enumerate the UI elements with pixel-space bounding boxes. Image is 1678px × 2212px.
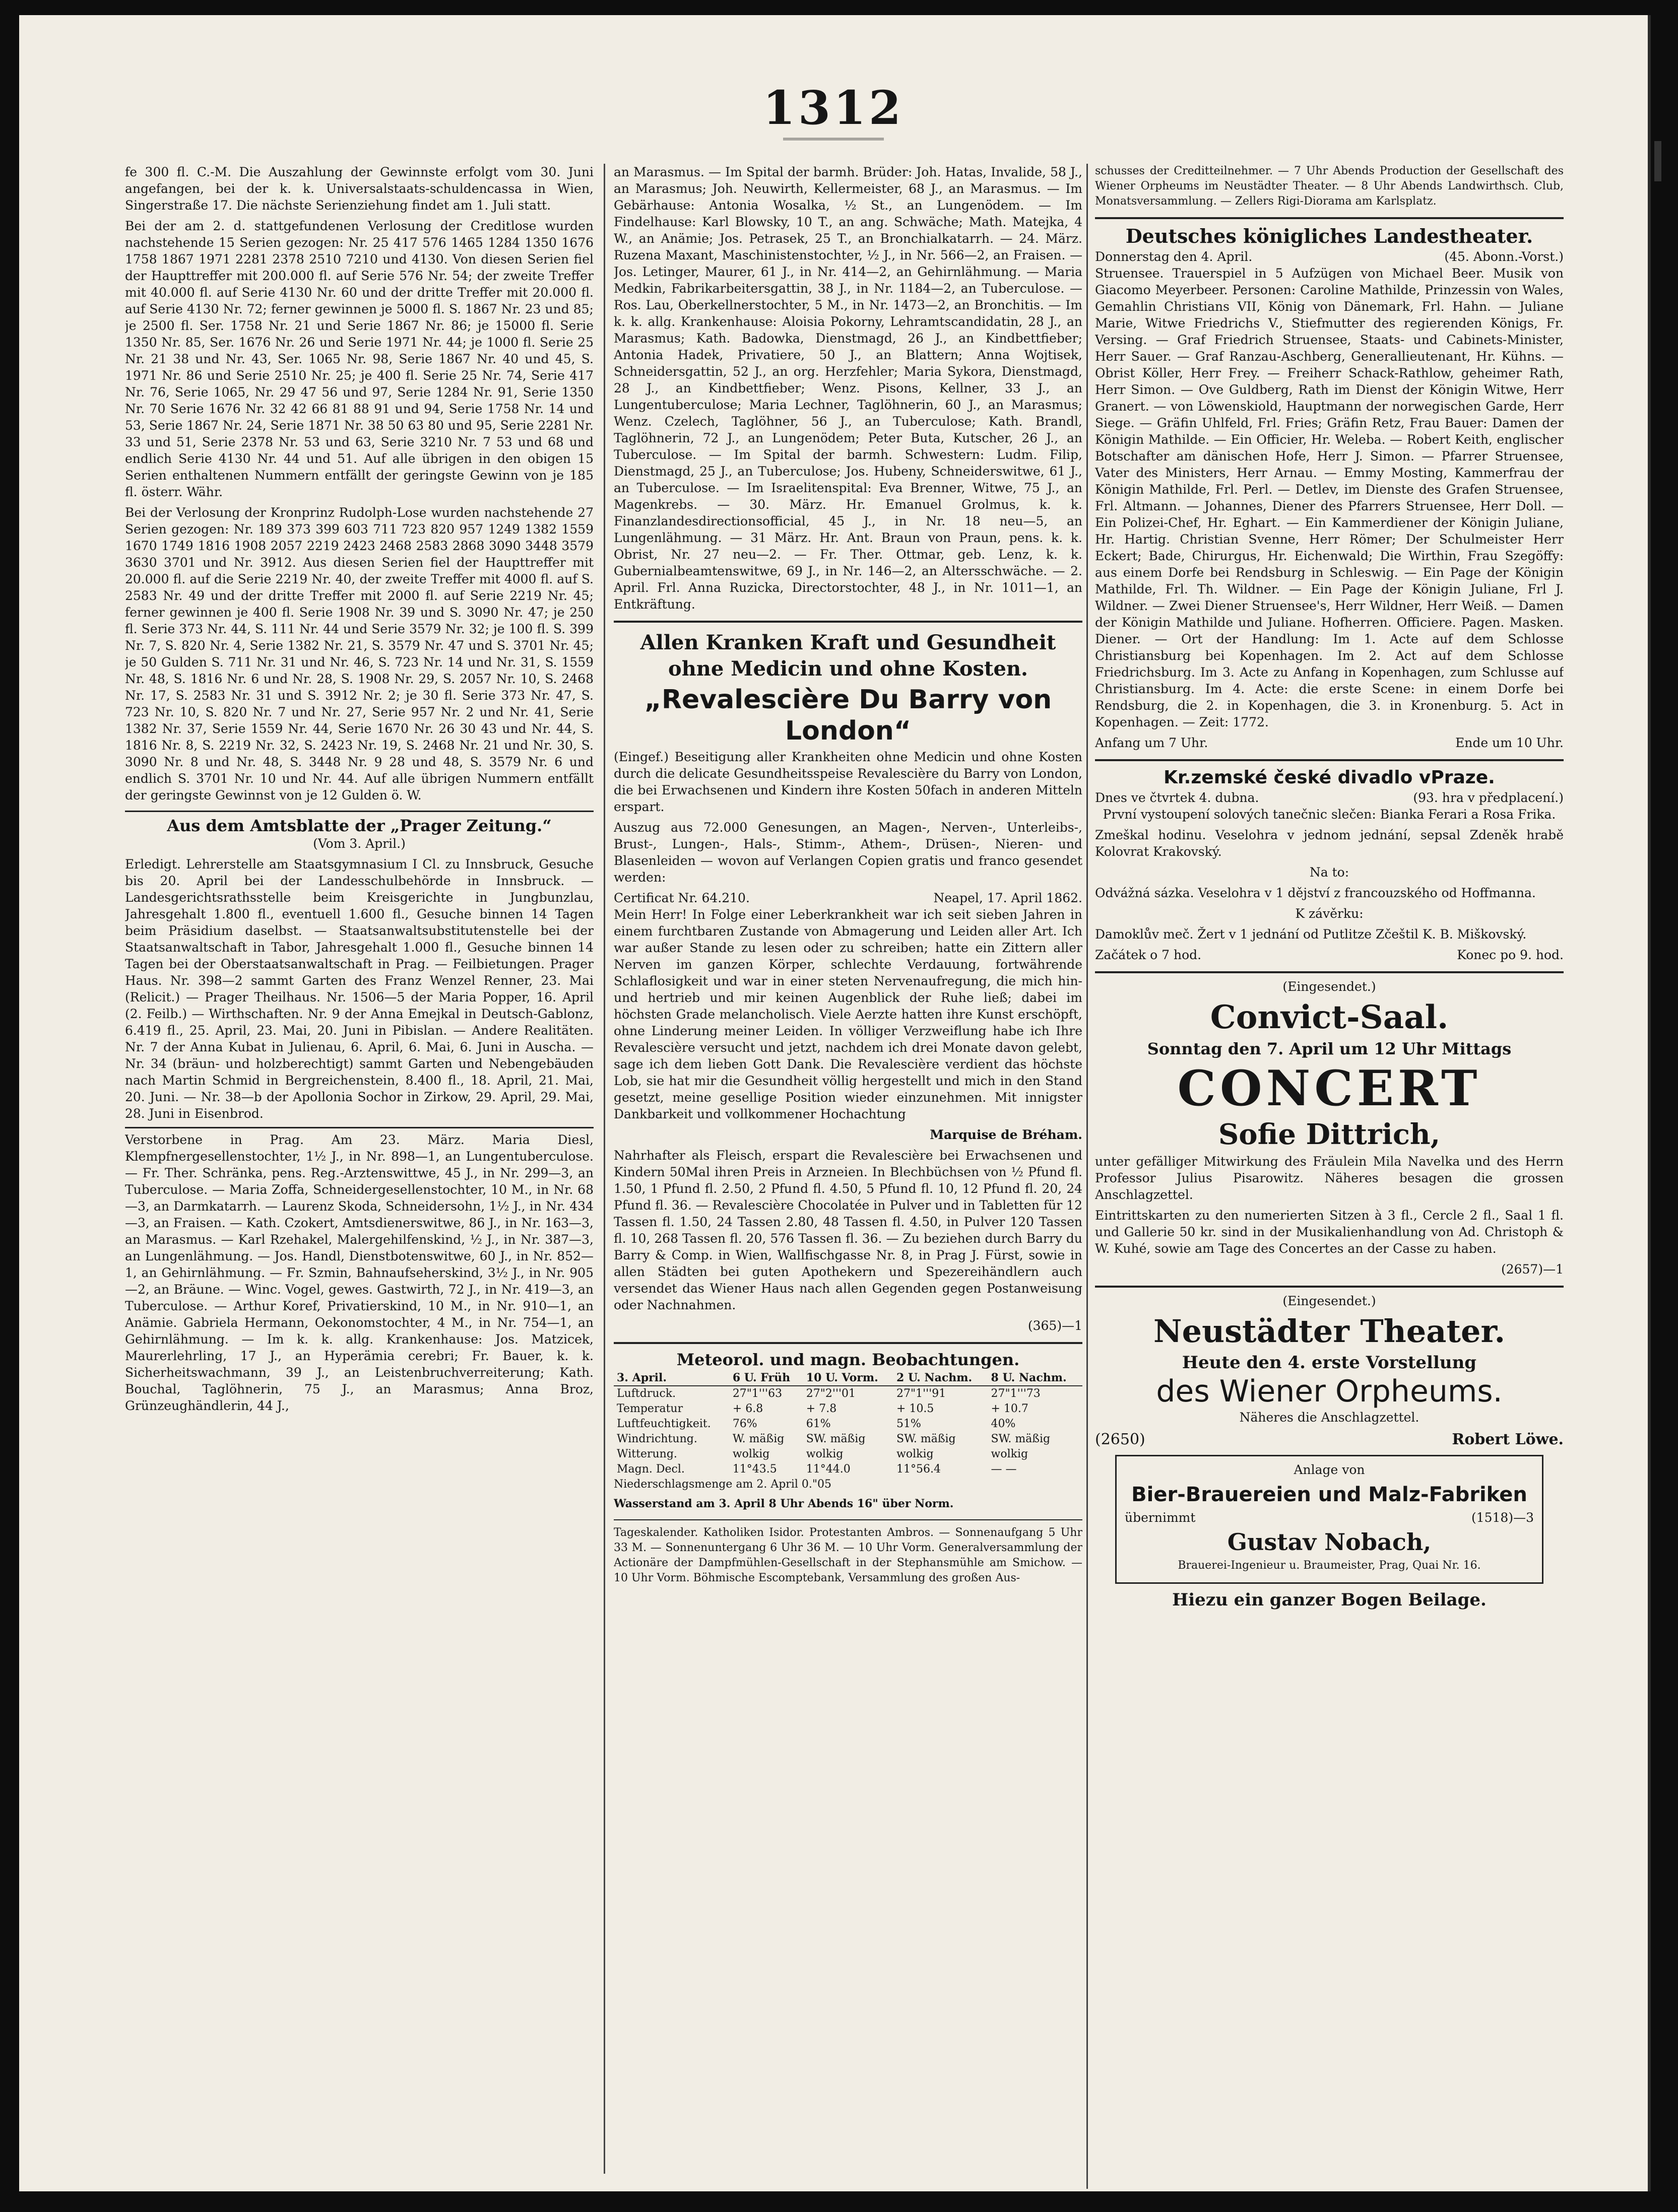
met-cell: + 10.7 [991,1402,1028,1415]
theater-title: Deutsches königliches Landestheater. [1125,225,1533,247]
met-cell: + 10.5 [896,1402,934,1415]
column-divider [1086,164,1088,2189]
met-cell: + 7.8 [806,1402,837,1415]
met-cell: 61% [806,1418,831,1430]
ad-headline: Allen Kranken Kraft und Gesundheit ohne Medicin und ohne Kosten. [640,631,1056,681]
page-number: 1312 [762,81,905,135]
met-note: Wasserstand am 3. April 8 Uhr Abends 16" über Norm. [614,1497,954,1510]
met-header: 6 U. Früh [730,1370,803,1386]
theater-cast: Struensee. Trauerspiel in 5 Aufzügen von Michael Beer. Musik von Giacomo Meyerbeer. Personen: Caroline Mathilde, Prinzessin von Wales, Gemahlin Christians VII, König von Dänemark, Frl. Hahn. — Juliane Marie, Witwe Friedrichs V., Stiefmutter des regierenden Königs, Fr. Versing. — Graf Friedrich Struensee, Staats- und Cabinets-Minister, Herr Sauer. — Graf Ranzau-Aschberg, Generallieutenant, Hr. Kühns. — Obrist Köller, Herr Frey. — Freiherr Schack-Rathlow, geheimer Rath, Herr Simon. — Ove Guldberg, Rath im Dienst der Königin Witwe, Herr Granert. — von Löwenskiold, Hauptmann der norwegischen Garde, Herr Siege. — Gräfin Uhlfeld, Frl. Fries; Gräfin Retz, Frau Bauer: Damen der Königin Mathilde. — Ein Officier, Hr. Weleba. — Robert Keith, englischer Botschafter am dänischen Hofe, Herr J. Simon. — Pfarrer Struensee, Vater des Ministers, Herr Arnau. — Emmy Mosting, Kammerfrau der Königin Mathilde, Frl. Perl. — Detlev, im Dienste des Grafen Struensee, Frl. Altmann. — Johannes, Diener des Pfarrers Struensee, Herr Doll. — Ein Polizei-Chef, Hr. Eghart. — Ein Kammerdiener der Königin Juliane, Hr. Hartig. Christian Svenne, Herr Römer; Der Schulmeister Herr Eckert; Bade, Chirurgus, Hr. Eichenwald; Die Wirthin, Frau Szegöffy: aus einem Dorfe bei Rendsburg in Schleswig. — Ein Page der Königin Mathilde, Frl. Th. Wildner. — Ein Page der Königin Juliane, Frl J. Wildner. — Zwei Diener Struensee's, Herr Wildner, Herr Weiß. — Damen der Königin Mathilde und Juliane. Hofherren. Officiere. Pagen. Masken. Diener. — Ort der Handlung: Im 1. Acte auf dem Schlosse Christiansburg bei Kopenhagen. Im 2. Act auf dem Schlosse Friedrichsburg. Im 3. Acte zu Anfang in Kopenhagen, zum Schlusse auf Christiansburg. Im 4. Acte: die erste Scene: in einem Dorfe bei Rendsburg, die 2. in Kopenhagen, die 3. in Kronenburg. 5. Act in Kopenhagen. — Zeit: 1772. [1095,266,1564,729]
concert-word: CONCERT [1177,1060,1481,1117]
czech-theater-start: Začátek o 7 hod. [1095,948,1202,962]
concert-ad [1095,971,1564,1278]
met-row [614,1417,1082,1432]
deaths-continued: an Marasmus. — Im Spital der barmh. Brüder: Joh. Hatas, Invalide, 58 J., an Marasmus; Joh. Neuwirth, Kellermeister, 68 J., an Marasmus. — Im Gebärhause: Antonia Wosalka, ½ St., an Lungenödem. — Im Findelhause: Karl Blowsky, 10 T., an ang. Schwäche; Math. Matejka, 4 W., an Anämie; Jos. Petrasek, 25 T., an Bronchialkatarrh. — 24. März. Ruzena Maxant, Maschinistenstochter, ½ J., in Nr. 566—2, an Fraisen. — Jos. Letinger, Maurer, 61 J., in Nr. 414—2, an Gehirnlähmung. — Maria Medkin, Fabrikarbeitersgattin, 38 J., in Nr. 1184—2, an Tuberculose. — Ros. Lau, Oberkellnerstochter, 5 M., in Nr. 1473—2, an Bronchitis. — Im k. k. allg. Krankenhause: Aloisia Pokorny, Lehramtscandidatin, 28 J., an Marasmus; Kath. Badowka, Dienstmagd, 26 J., an Kindbettfieber; Antonia Hadek, Privatiere, 50 J., an Blattern; Anna Wojtisek, Schneidersgattin, 52 J., an org. Herzfehler; Maria Sykora, Dienstmagd, 28 J., an Kindbettfieber; Wenz. Pisons, Kellner, 33 J., an Lungentuberculose; Maria Lechner, Taglöhnerin, 60 J., an Marasmus; Wenz. Czelech, Taglöhner, 56 J., an Tuberculose; Kath. Brandl, Taglöhnerin, 72 J., an Lungenödem; Peter Buta, Kutscher, 26 J., an Tuberculose. — Im Spital der barmh. Schwestern: Ludm. Filip, Dienstmagd, 25 J., an Tuberculose; Jos. Hubeny, Schneiderswitwe, 61 J., an Tuberculose. — Im Israelitenspital: Eva Brenner, Witwe, 75 J., an Magenkrebs. — 30. März. Hr. Emanuel Grolmus, k. k. Finanzlandesdirectionsofficial, 45 J., in Nr. 18 neu—5, an Lungenlähmung. — 31 März. Hr. Ant. Braun von Praun, pens. k. k. Obrist, Nr. 27 neu—2. — Fr. Ther. Ottmar, geb. Lenz, k. k. Gubernialbeamtenswitwe, 69 J., in Nr. 146—2, an Altersschwäche. — 2. April. Frl. Anna Ruzicka, Directorstochter, 48 J., in Nr. 1011—1, an Entkräftung. [614,165,1082,612]
concert-tickets: Eintrittskarten zu den numerierten Sitzen à 3 fl., Cercle 2 fl., Saal 1 fl. und Gallerie 50 kr. sind in der Musikalienhandlung von Ad. Christoph & W. Kuhé, sowie am Tage des Concertes an der Casse zu haben. [1095,1208,1564,1256]
brewery-ad [1115,1455,1543,1584]
met-row [614,1386,1082,1401]
concert-venue: Convict-Saal. [1210,998,1449,1036]
czech-interlude: K závěrku: [1295,906,1364,921]
met-row [614,1401,1082,1417]
czech-interlude: Na to: [1309,865,1349,880]
neustadter-theater-ad [1095,1286,1564,1450]
met-cell: 51% [896,1418,921,1430]
meteorological-section [614,1342,1082,1511]
concert-date: Sonntag den 7. April um 12 Uhr Mittags [1147,1039,1512,1058]
newspaper-page [19,15,1651,2191]
met-cell: 27"1'''73 [991,1387,1041,1400]
ad-intro: (Eingef.) Beseitigung aller Krankheiten ohne Medicin und ohne Kosten durch die delicate Gesundheitsspeise Revalescière du Barry von London, die bei Erwachsenen und Kindern ihre Kosten 50fach in anderen Mitteln erspart. [614,750,1082,814]
brewery-mid-line [1125,1509,1534,1526]
met-cell: Magn. Decl. [617,1463,685,1476]
section-rule [125,1127,594,1128]
lottery-text: Bei der am 2. d. stattgefundenen Verlosung der Creditlose wurden nachstehende 15 Serien gezogen: Nr. 25 417 576 1465 1284 1350 1676 1758 1867 1971 2281 2378 2510 7210 und 4130. Von diesen Serien fiel der Haupttreffer mit 200.000 fl. auf Serie 576 Nr. 54; der zweite Treffer mit 40.000 fl. auf Serie 4130 Nr. 60 und der dritte Treffer mit 20.000 fl. auf Serie 4130 Nr. 72; ferner gewinnen je 5000 fl. S. 1867 Nr. 23 und 85; je 2500 fl. Ser. 1758 Nr. 21 und Serie 1867 Nr. 86; je 15000 fl. Serie 1350 Nr. 85, Ser. 1676 Nr. 26 und Serie 1971 Nr. 44; je 1000 fl. Serie 25 Nr. 21 38 und Nr. 43, Ser. 1065 Nr. 98, Serie 1867 Nr. 40 und 45, S. 1971 Nr. 86 und Serie 2510 Nr. 25; je 400 fl. Serie 25 Nr. 74, Serie 417 Nr. 76, Serie 1065, Nr. 29 47 56 und 97, Serie 1284 Nr. 91, Serie 1350 Nr. 70 Serie 1676 Nr. 32 42 66 81 88 91 und 94, Serie 1758 Nr. 14 und 53, Serie 1867 Nr. 24, Serie 1871 Nr. 38 50 63 80 und 95, Serie 2281 Nr. 33 und 51, Serie 2378 Nr. 53 und 63, Serie 3210 Nr. 7 53 und 68 und endlich Serie 4130 Nr. 44 und 51. Auf alle übrigen in den obigen 15 Serien enthaltenen Nummern entfällt der geringste Gewinn von je 185 fl. österr. Währ. [125,219,594,499]
met-cell: wolkig [732,1448,770,1460]
brewery-address: Brauerei-Ingenieur u. Braumeister, Prag, Quai Nr. 16. [1178,1559,1481,1572]
amtsblatt-title: Aus dem Amtsblatte der „Prager Zeitung.“ [125,811,594,835]
concert-details: unter gefälliger Mitwirkung des Fräulein Mila Navelka und des Herrn Professor Julius Pisarowitz. Näheres besagen die grossen Anschlagzettel. [1095,1154,1564,1202]
theater-start: Anfang um 7 Uhr. [1095,735,1208,750]
deaths-text: Verstorbene in Prag. Am 23. März. Maria Diesl, Klempfnergesellenstochter, 1½ J., in Nr. 898—1, an Lungentuberculose. — Fr. Ther. Schränka, pens. Reg.-Arztenswittwe, 45 J., in Nr. 299—3, an Tuberculose. — Maria Zoffa, Schneidergesellenstochter, 10 M., in Nr. 68—3, an Darmkatarrh. — Laurenz Skoda, Schneidersohn, 1½ J., in Nr. 434—3, an Fraisen. — Kath. Czokert, Amtsdienerswitwe, 86 J., in Nr. 163—3, an Marasmus. — Karl Rzehakel, Malergehilfenskind, ½ J., in Nr. 387—3, an Lungenlähmung. — Jos. Handl, Dienstbotenswitwe, 60 J., in Nr. 852—1, an Gehirnlähmung. — Fr. Szmin, Bahnaufseherskind, 3½ J., in Nr. 905—2, an Bräune. — Winc. Vogel, gewes. Gastwirth, 72 J., in Nr. 419—3, an Tuberculose. — Arthur Koref, Privatierskind, 10 M., in Nr. 910—1, an Anämie. Gabriela Hermann, Oekonomstochter, 4 M., in Nr. 754—1, an Gehirnlähmung. — Im k. k. allg. Krankenhause: Jos. Matzicek, Maurerlehrling, 17 J., an Hyperämia cerebri; Fr. Bauer, k. k. Sicherheitswachmann, 39 J., an Leistenbruchverreiterung; Kath. Bouchal, Taglöhnerin, 75 J., an Marasmus; Anna Broz, Grünzeughändlerin, 44 J., [125,1132,594,1413]
czech-theater-note: První vystoupení solových tanečnic slečen: Bianka Ferari a Rosa Frika. [1103,807,1556,822]
met-cell: 11°44.0 [806,1463,851,1476]
met-cell: W. mäßig [732,1433,785,1445]
lottery-text: Bei der Verlosung der Kronprinz Rudolph-Lose wurden nachstehende 27 Serien gezogen: Nr. 189 373 399 603 711 723 820 957 1249 1382 1559 1670 1749 1816 1908 2057 2219 2423 2468 2583 2868 3090 3448 3579 3630 3701 und Nr. 3912. Aus diesen Serien fiel der Haupttreffer mit 20.000 fl. auf die Serie 2219 Nr. 40, der zweite Treffer mit 4000 fl. auf S. 2583 Nr. 49 und der dritte Treffer mit 2000 fl. auf Serie 2219 Nr. 45; ferner gewinnen je 400 fl. Serie 1908 Nr. 39 und S. 3090 Nr. 47; je 250 fl. Serie 373 Nr. 44, S. 111 Nr. 44 und Serie 3579 Nr. 32; je 100 fl. S. 399 Nr. 7, S. 820 Nr. 4, Serie 1382 Nr. 21, S. 3579 Nr. 47 und S. 3701 Nr. 45; je 50 Gulden S. 711 Nr. 31 und Nr. 46, S. 723 Nr. 14 und Nr. 31, S. 1559 Nr. 48, S. 1816 Nr. 6 und Nr. 28, S. 1908 Nr. 29, S. 2057 Nr. 10, S. 2468 Nr. 17, S. 2583 Nr. 31 und S. 3912 Nr. 2; je 30 fl. Serie 373 Nr. 47, S. 723 Nr. 10, S. 820 Nr. 7 und Nr. 27, Serie 957 Nr. 2 und Nr. 41, Serie 1382 Nr. 37, Serie 1559 Nr. 44, Serie 1670 Nr. 26 30 43 und Nr. 44, S. 1816 Nr. 8, S. 2219 Nr. 32, S. 2423 Nr. 19, S. 2468 Nr. 21 und Nr. 30, S. 3090 Nr. 8 und Nr. 48, S. 3448 Nr. 9 28 und 48, S. 3579 Nr. 6 und endlich S. 3701 Nr. 10 und Nr. 44. Auf alle übrigen Nummern entfällt der geringste Gewinnst von je 12 Gulden ö. W. [125,505,594,802]
czech-theater-listing [1095,759,1564,963]
met-cell: 27"1'''63 [732,1387,783,1400]
ad-title: „Revalescière Du Barry von London“ [644,685,1052,746]
czech-theater-title: Kr.zemské české divadlo vPraze. [1164,767,1495,788]
met-header: 2 U. Nachm. [893,1370,988,1386]
met-header: 3. April. [614,1370,730,1386]
margin-mark [1654,141,1661,181]
revalesciere-ad [614,621,1082,1334]
met-cell: wolkig [896,1448,934,1460]
certificate-place: Neapel, 17. April 1862. [933,891,1082,905]
met-cell: + 6.8 [732,1402,763,1415]
met-cell: 76% [732,1418,757,1430]
met-cell: wolkig [991,1448,1028,1460]
met-cell: SW. mäßig [896,1433,956,1445]
met-row [614,1447,1082,1462]
amtsblatt-date: (Vom 3. April.) [313,836,406,851]
czech-theater-times [1095,947,1564,963]
czech-play: Zmeškal hodinu. Veselohra v jednom jednání, sepsal Zdeněk hrabě Kolovrat Krakovský. [1095,828,1564,859]
met-note: Niederschlagsmenge am 2. April 0."05 [614,1478,831,1491]
neu-name: des Wiener Orpheums. [1156,1374,1503,1409]
theater-end: Ende um 10 Uhr. [1455,735,1564,750]
met-cell: wolkig [806,1448,844,1460]
theater-date-line [1095,248,1564,265]
met-cell: Windrichtung. [617,1433,697,1445]
supplement-note: Hiezu ein ganzer Bogen Beilage. [1172,1590,1487,1610]
ad-code: (365)—1 [1027,1318,1082,1333]
czech-theater-abonnement: (93. hra v předplacení.) [1413,790,1564,805]
neu-eingesendet: (Eingesendet.) [1282,1294,1376,1308]
brewery-mid: übernimmt [1125,1510,1196,1525]
certificate-number: Certificat Nr. 64.210. [614,891,750,905]
testimonial-signature: Marquise de Bréham. [930,1127,1082,1142]
lottery-text: fe 300 fl. C.-M. Die Auszahlung der Gewinnste erfolgt vom 30. Juni angefangen, bei der k. k. Universalstaats-schuldencassa in Wien, Singerstraße 17. Die nächste Serienziehung findet am 1. Juli statt. [125,165,594,213]
met-cell: 27"2'''01 [806,1387,856,1400]
czech-theater-end: Konec po 9. hod. [1457,948,1564,962]
met-cell: 27"1'''91 [896,1387,946,1400]
met-cell: Temperatur [617,1402,683,1415]
concert-eingesendet: (Eingesendet.) [1282,979,1376,994]
page-header [19,81,1648,140]
met-table [614,1370,1082,1477]
brewery-code: (1518)—3 [1471,1510,1534,1525]
brewery-name: Gustav Nobach, [1227,1528,1432,1556]
column-1 [125,164,594,2174]
column-3 [1095,164,1564,2189]
day-calendar-text: Tageskalender. Katholiken Isidor. Protestanten Ambros. — Sonnenaufgang 5 Uhr 33 M. — Sonnenuntergang 6 Uhr 36 M. — 10 Uhr Vorm. Generalversammlung der Actionäre der Dampfmühlen-Gesellschaft in der Stephansmühle am Smichow. — 10 Uhr Vorm. Böhmische Escomptebank, Versammlung des großen Aus- [614,1526,1082,1584]
theater-abonnement: (45. Abonn.-Vorst.) [1444,249,1564,264]
neu-footer [1095,1430,1564,1450]
met-header: 8 U. Nachm. [988,1370,1083,1386]
met-header: 10 U. Vorm. [803,1370,893,1386]
column-divider [604,164,605,2174]
calendar-continued: schusses der Creditteilnehmer. — 7 Uhr Abends Production der Gesellschaft des Wiener Orpheums im Neustädter Theater. — 8 Uhr Abends Landwirthsch. Club, Monatsversammlung. — Zellers Rigi-Diorama am Karlsplatz. [1095,165,1564,208]
met-cell: SW. mäßig [991,1433,1051,1445]
brewery-title: Bier-Brauereien und Malz-Fabriken [1131,1483,1527,1506]
brewery-pre: Anlage von [1294,1462,1365,1477]
met-row [614,1462,1082,1477]
met-cell: Luftfeuchtigkeit. [617,1418,711,1430]
met-cell: Witterung. [617,1448,677,1460]
day-calendar [614,1519,1082,1586]
neu-title: Neustädter Theater. [1153,1313,1506,1350]
testimonial: Mein Herr! In Folge einer Leberkrankheit war ich seit sieben Jahren in einem furchtbaren Zustande von Abmagerung und Leiden aller Art. Ich war außer Stande zu lesen oder zu schreiben; hatte ein Zittern aller Nerven im ganzen Körper, schlechte Verdauung, fortwährende Schlaflosigkeit und war in einer steten Nervenaufregung, die mich hin- und hertrieb und mir keinen Augenblick der Ruhe ließ; dabei im höchsten Grade melancholisch. Viele Aerzte hatten ihre Kunst erschöpft, ohne Linderung meiner Leiden. In völliger Verzweiflung habe ich Ihre Revalescière versucht und jetzt, nachdem ich drei Monate davon gelebt, sage ich dem lieben Gott Dank. Die Revalescière verdient das höchste Lob, sie hat mir die Gesundheit völlig hergestellt und mich in den Stand gesetzt, meine gesellige Position wieder einzunehmen. Mit innigster Dankbarkeit und vollkommener Hochachtung [614,907,1082,1121]
met-cell: 11°56.4 [896,1463,941,1476]
met-title: Meteorol. und magn. Beobachtungen. [676,1350,1020,1369]
landestheater-listing [1095,217,1564,751]
neu-line: Heute den 4. erste Vorstellung [1182,1353,1477,1373]
met-cell: Luftdruck. [617,1387,676,1400]
czech-play: Odvážná sázka. Veselohra v 1 dějství z francouzského od Hoffmanna. [1095,886,1536,900]
theater-date: Donnerstag den 4. April. [1095,249,1253,264]
met-cell: 11°43.5 [732,1463,777,1476]
czech-theater-date-line [1095,789,1564,806]
met-row [614,1432,1082,1447]
met-cell: 40% [991,1418,1016,1430]
neu-signer: Robert Löwe. [1452,1431,1564,1448]
czech-play: Damoklův meč. Žert v 1 jednání od Putlitze Zčeštil K. B. Miškovský. [1095,927,1527,942]
met-header-row [614,1370,1082,1386]
ad-prices: Nahrhafter als Fleisch, erspart die Revalescière bei Erwachsenen und Kindern 50Mal ihren Preis in Arzneien. In Blechbüchsen von ½ Pfund fl. 1.50, 1 Pfund fl. 2.50, 2 Pfund fl. 4.50, 5 Pfund fl. 10, 12 Pfund fl. 20, 24 Pfund fl. 36. — Revalescière Chocolatée in Pulver und in Tabletten für 12 Tassen fl. 1.50, 24 Tassen 2.80, 48 Tassen fl. 4.50, in Pulver 120 Tassen fl. 10, 268 Tassen fl. 20, 576 Tassen fl. 36. — Zu beziehen durch Barry du Barry & Comp. in Wien, Wallfischgasse Nr. 8, in Prag J. Fürst, sowie in allen Städten bei guten Apothekern und Spezereihändlern auch versendet das Wiener Haus nach allen Gegenden gegen Postanweisung oder Nachnahmen. [614,1148,1082,1312]
concert-artist: Sofie Dittrich, [1218,1118,1441,1151]
met-cell: — — [991,1463,1017,1476]
concert-code: (2657)—1 [1501,1262,1564,1277]
amtsblatt-text: Erledigt. Lehrerstelle am Staatsgymnasium I Cl. zu Innsbruck, Gesuche bis 20. April bei der Landesschulbehörde in Innsbruck. — Landesgerichtsrathsstelle beim Kreisgerichte in Jungbunzlau, Jahresgehalt 1.800 fl., eventuell 1.600 fl., Gesuche binnen 14 Tagen beim Präsidium daselbst. — Staatsanwaltsubstitutenstelle bei der Staatsanwaltschaft in Tabor, Jahresgehalt 1.000 fl., Gesuche binnen 14 Tagen bei der Oberstaatsanwaltschaft in Prag. — Feilbietungen. Prager Haus. Nr. 398—2 sammt Garten des Franz Wenzel Renner, 23. Mai (Relicit.) — Prager Theilhaus. Nr. 1506—5 der Maria Popper, 16. April (2. Feilb.) — Wirthschaften. Nr. 9 der Anna Emejkal in Deutsch-Gablonz, 6.419 fl., 25. April, 23. Mai, 20. Juni in Pibislan. — Andere Realitäten. Nr. 7 der Anna Kubat in Julienau, 6. April, 6. Mai, 6. Juni in Auscha. — Nr. 34 (bräun- und holzberechtigt) sammt Garten und Nebengebäuden nach Martin Schmid in Bergreichenstein, 8.400 fl., 18. April, 21. Mai, 20. Juni. — Nr. 38—b der Apollonia Sochor in Zirkow, 29. April, 29. Mai, 28. Juni in Eisenbrod. [125,857,594,1121]
ad-extract: Auszug aus 72.000 Genesungen, an Magen-, Nerven-, Unterleibs-, Brust-, Lungen-, Hals-, Stimm-, Athem-, Drüsen-, Nieren- und Blasenleiden — wovon auf Verlangen Copien gratis und franco gesendet werden: [614,820,1082,885]
czech-theater-date: Dnes ve čtvrtek 4. dubna. [1095,790,1259,805]
theater-times [1095,734,1564,751]
certificate-line [614,890,1082,906]
column-2 [614,164,1082,1957]
met-cell: SW. mäßig [806,1433,866,1445]
neu-more: Näheres die Anschlagzettel. [1239,1410,1419,1425]
header-rule [783,138,884,140]
neu-code: (2650) [1095,1431,1145,1448]
